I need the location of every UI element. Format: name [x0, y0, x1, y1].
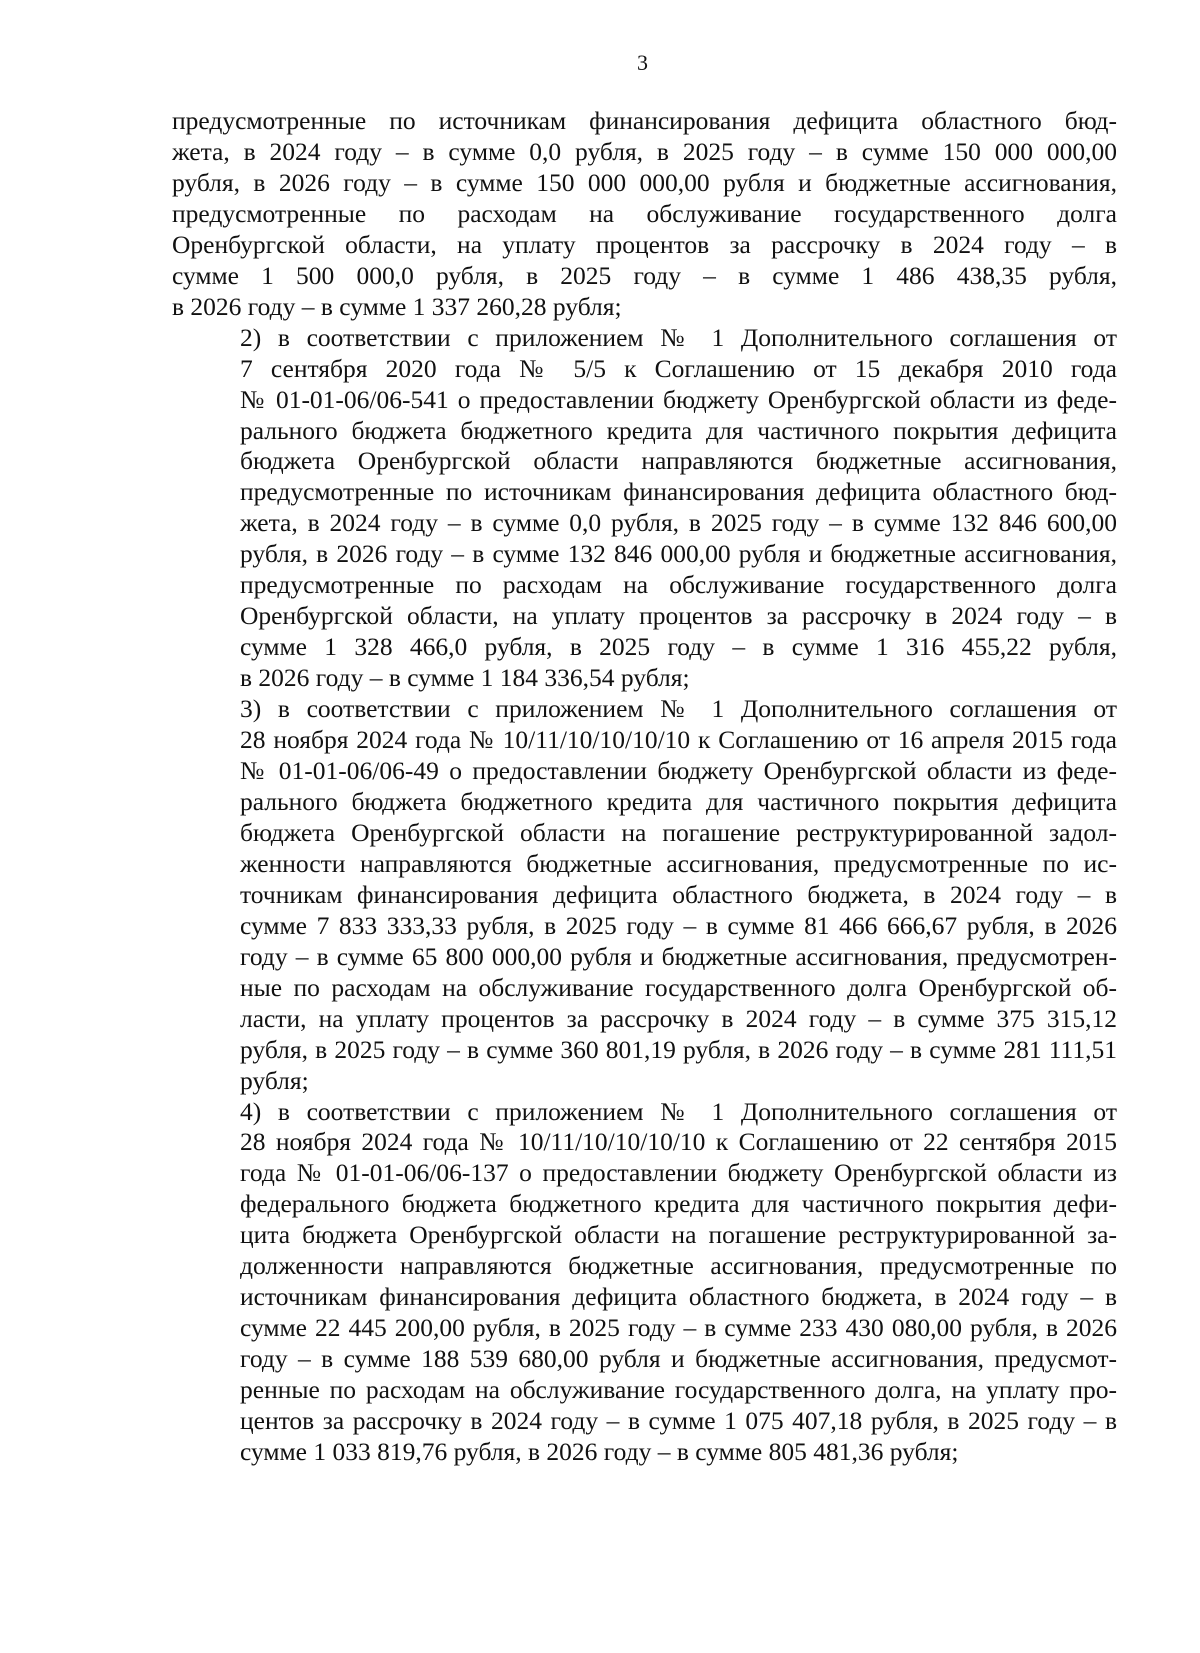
text-line: рального бюджета бюджетного кредита для частичного покрытия дефицита	[240, 786, 1117, 816]
text-line: федерального бюджета бюджетного кредита для частичного покрытия дефи-	[240, 1189, 1117, 1219]
text-line: 3) в соответствии с приложением № 1 Дополнительного соглашения от	[240, 694, 1117, 724]
text-line: сумме 1 500 000,0 рубля, в 2025 году – в сумме 1 486 438,35 рубля,	[172, 260, 1117, 290]
text-line: предусмотренные по расходам на обслуживание государственного долга	[172, 198, 1117, 228]
text-line: Оренбургской области, на уплату процентов за рассрочку в 2024 году – в	[172, 229, 1117, 259]
text-line: рубля, в 2026 году – в сумме 132 846 000,00 рубля и бюджетные ассигнования,	[240, 539, 1117, 569]
text-line: точникам финансирования дефицита областного бюджета, в 2024 году – в	[240, 879, 1117, 909]
text-line: ные по расходам на обслуживание государственного долга Оренбургской об-	[240, 972, 1117, 1002]
text-line: бюджета Оренбургской области направляются бюджетные ассигнования,	[240, 446, 1117, 476]
text-line: сумме 7 833 333,33 рубля, в 2025 году – в сумме 81 466 666,67 рубля, в 2026	[240, 910, 1117, 940]
text-line: центов за рассрочку в 2024 году – в сумме 1 075 407,18 рубля, в 2025 году – в	[240, 1406, 1117, 1436]
text-line: рубля, в 2025 году – в сумме 360 801,19 рубля, в 2026 году – в сумме 281 111,51	[240, 1034, 1117, 1064]
text-line: году – в сумме 188 539 680,00 рубля и бюджетные ассигнования, предусмот-	[240, 1344, 1117, 1374]
paragraph-item-4	[172, 1097, 1117, 1468]
document-body	[172, 106, 1117, 1468]
text-line: предусмотренные по источникам финансирования дефицита областного бюд-	[172, 106, 1117, 135]
text-line: ласти, на уплату процентов за рассрочку в 2024 году – в сумме 375 315,12	[240, 1003, 1117, 1033]
text-line: 4) в соответствии с приложением № 1 Дополнительного соглашения от	[240, 1096, 1117, 1126]
text-line: предусмотренные по источникам финансирования дефицита областного бюд-	[240, 477, 1117, 507]
text-line: рубля, в 2026 году – в сумме 150 000 000,00 рубля и бюджетные ассигнования,	[172, 167, 1117, 197]
text-line: 28 ноября 2024 года № 10/11/10/10/10/10 к Соглашению от 22 сентября 2015	[240, 1127, 1117, 1157]
text-line: году – в сумме 65 800 000,00 рубля и бюджетные ассигнования, предусмотрен-	[240, 941, 1117, 971]
text-line: женности направляются бюджетные ассигнования, предусмотренные по ис-	[240, 848, 1117, 878]
text-line: в 2026 году – в сумме 1 184 336,54 рубля;	[240, 663, 690, 693]
text-line: рального бюджета бюджетного кредита для частичного покрытия дефицита	[240, 415, 1117, 445]
text-line: жета, в 2024 году – в сумме 0,0 рубля, в 2025 году – в сумме 132 846 600,00	[240, 508, 1117, 538]
text-line: источникам финансирования дефицита областного бюджета, в 2024 году – в	[240, 1282, 1117, 1312]
text-line: сумме 1 328 466,0 рубля, в 2025 году – в сумме 1 316 455,22 рубля,	[240, 632, 1117, 662]
text-line: 7 сентября 2020 года № 5/5 к Соглашению от 15 декабря 2010 года	[240, 353, 1117, 383]
text-line: года № 01-01-06/06-137 о предоставлении бюджету Оренбургской области из	[240, 1158, 1117, 1188]
text-line: долженности направляются бюджетные ассигнования, предусмотренные по	[240, 1251, 1117, 1281]
text-line: жета, в 2024 году – в сумме 0,0 рубля, в 2025 году – в сумме 150 000 000,00	[172, 136, 1117, 166]
text-line: № 01-01-06/06-49 о предоставлении бюджету Оренбургской области из феде-	[240, 756, 1117, 786]
paragraph-1-continuation	[172, 106, 1117, 323]
text-line: в 2026 году – в сумме 1 337 260,28 рубля;	[172, 291, 622, 321]
text-line: ренные по расходам на обслуживание государственного долга, на уплату про-	[240, 1375, 1117, 1405]
text-line: бюджета Оренбургской области на погашение реструктурированной задол-	[240, 817, 1117, 847]
text-line: сумме 1 033 819,76 рубля, в 2026 году – в сумме 805 481,36 рубля;	[240, 1436, 959, 1466]
paragraph-item-2	[172, 323, 1117, 694]
text-line: 28 ноября 2024 года № 10/11/10/10/10/10 к Соглашению от 16 апреля 2015 года	[240, 725, 1117, 755]
text-line: сумме 22 445 200,00 рубля, в 2025 году – в сумме 233 430 080,00 рубля, в 2026	[240, 1313, 1117, 1343]
paragraph-item-3	[172, 694, 1117, 1096]
text-line: 2) в соответствии с приложением № 1 Дополнительного соглашения от	[240, 322, 1117, 352]
page-number: 3	[637, 50, 648, 75]
text-line: цита бюджета Оренбургской области на погашение реструктурированной за-	[240, 1220, 1117, 1250]
text-line: рубля;	[240, 1065, 309, 1095]
text-line: № 01-01-06/06-541 о предоставлении бюджету Оренбургской области из феде-	[240, 384, 1117, 414]
text-line: предусмотренные по расходам на обслуживание государственного долга	[240, 570, 1117, 600]
text-line: Оренбургской области, на уплату процентов за рассрочку в 2024 году – в	[240, 601, 1117, 631]
